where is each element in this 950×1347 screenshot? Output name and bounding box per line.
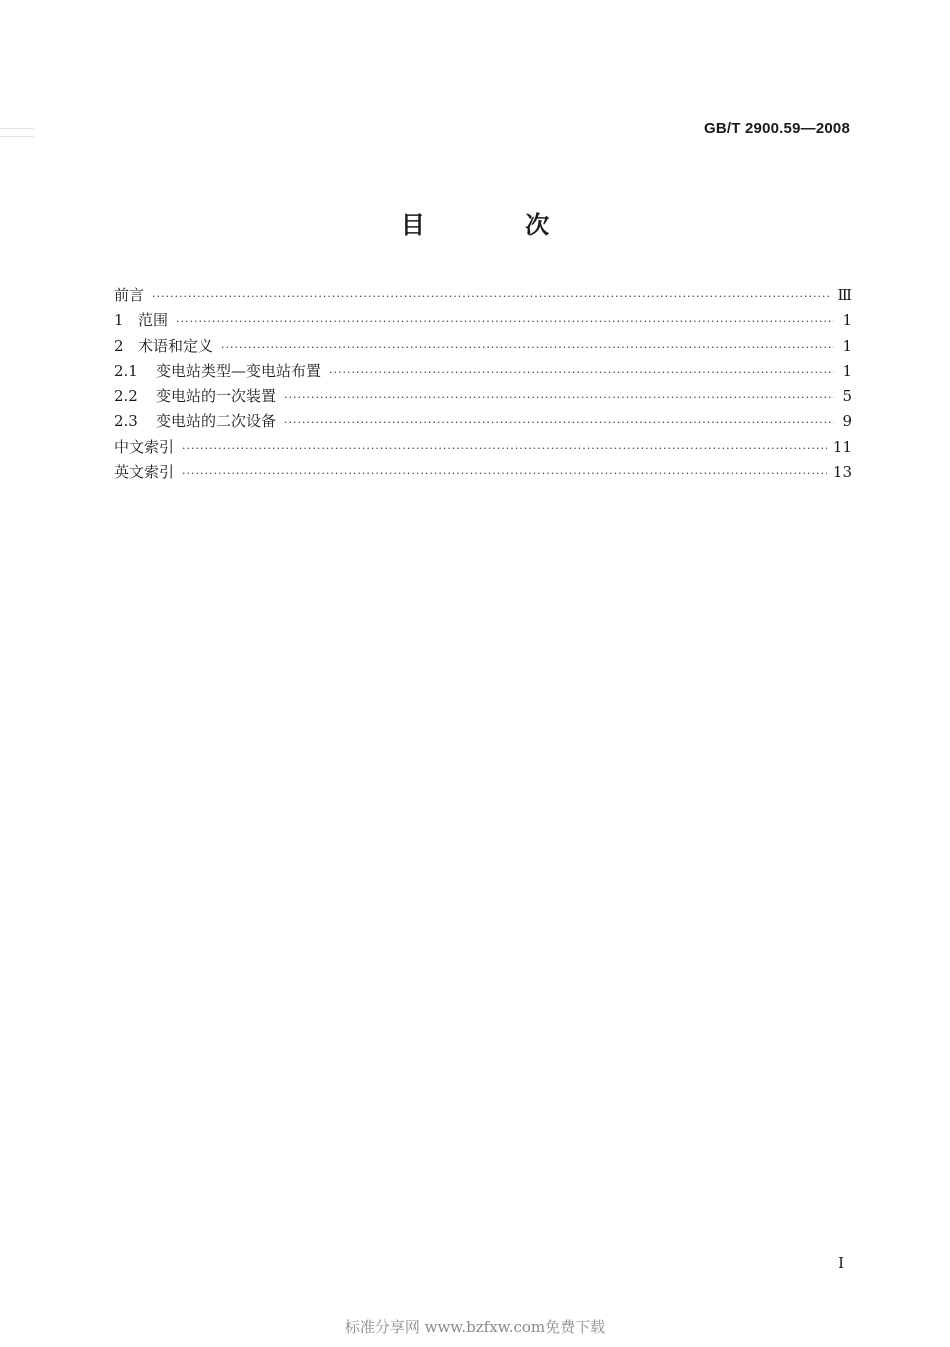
toc-entry-text: 变电站类型—变电站布置: [156, 361, 322, 380]
toc-page-number: 9: [842, 412, 852, 431]
toc-entry-2-2[interactable]: [114, 385, 852, 410]
toc-entry-scope[interactable]: [114, 309, 852, 334]
toc-page-number: 11: [832, 437, 852, 456]
page-title: 目 次: [400, 211, 596, 239]
standard-code: GB/T 2900.59—2008: [704, 120, 850, 137]
toc-page-number: 13: [832, 463, 852, 482]
page-number: I: [838, 1254, 844, 1272]
toc-leader-dots: [182, 442, 827, 455]
scan-artifact: [0, 128, 34, 129]
scan-artifact: [0, 136, 34, 137]
toc-entry-text: 前言: [114, 286, 145, 304]
toc-section-number: 2.1: [114, 361, 138, 380]
toc-entry-text: 中文索引: [114, 437, 175, 456]
toc-leader-dots: [152, 290, 832, 303]
toc-section-number: 2: [114, 336, 124, 355]
toc-entry-text: 术语和定义: [138, 336, 214, 355]
toc-page-number: 1: [842, 311, 852, 330]
toc-section-number: 2.2: [114, 387, 138, 406]
toc-leader-dots: [221, 341, 834, 354]
toc-entry-chinese-index[interactable]: [114, 436, 852, 461]
toc-entry-text: 变电站的一次装置: [156, 387, 277, 406]
toc-section-number: 1: [114, 311, 124, 330]
watermark-text: 标准分享网 www.bzfxw.com免费下载: [344, 1318, 606, 1336]
toc-entry-2-1[interactable]: [114, 360, 852, 385]
toc-entry-english-index[interactable]: [114, 461, 852, 486]
toc-page-number: Ⅲ: [837, 286, 852, 304]
toc-leader-dots: [176, 315, 834, 328]
toc-leader-dots: [284, 416, 834, 429]
toc-entry-terms[interactable]: [114, 335, 852, 360]
toc-entry-text: 变电站的二次设备: [156, 412, 277, 431]
toc-leader-dots: [329, 366, 834, 379]
toc-page-number: 1: [842, 336, 852, 355]
toc-entry-2-3[interactable]: [114, 410, 852, 435]
toc-entry-foreword[interactable]: [114, 284, 852, 309]
toc-section-number: 2.3: [114, 412, 138, 431]
toc-page-number: 1: [842, 361, 852, 380]
toc-entry-text: 英文索引: [114, 463, 175, 482]
toc-page-number: 5: [842, 387, 852, 406]
toc-leader-dots: [182, 467, 827, 480]
toc-entry-text: 范围: [138, 311, 169, 330]
toc-leader-dots: [284, 391, 834, 404]
table-of-contents: [114, 284, 852, 486]
